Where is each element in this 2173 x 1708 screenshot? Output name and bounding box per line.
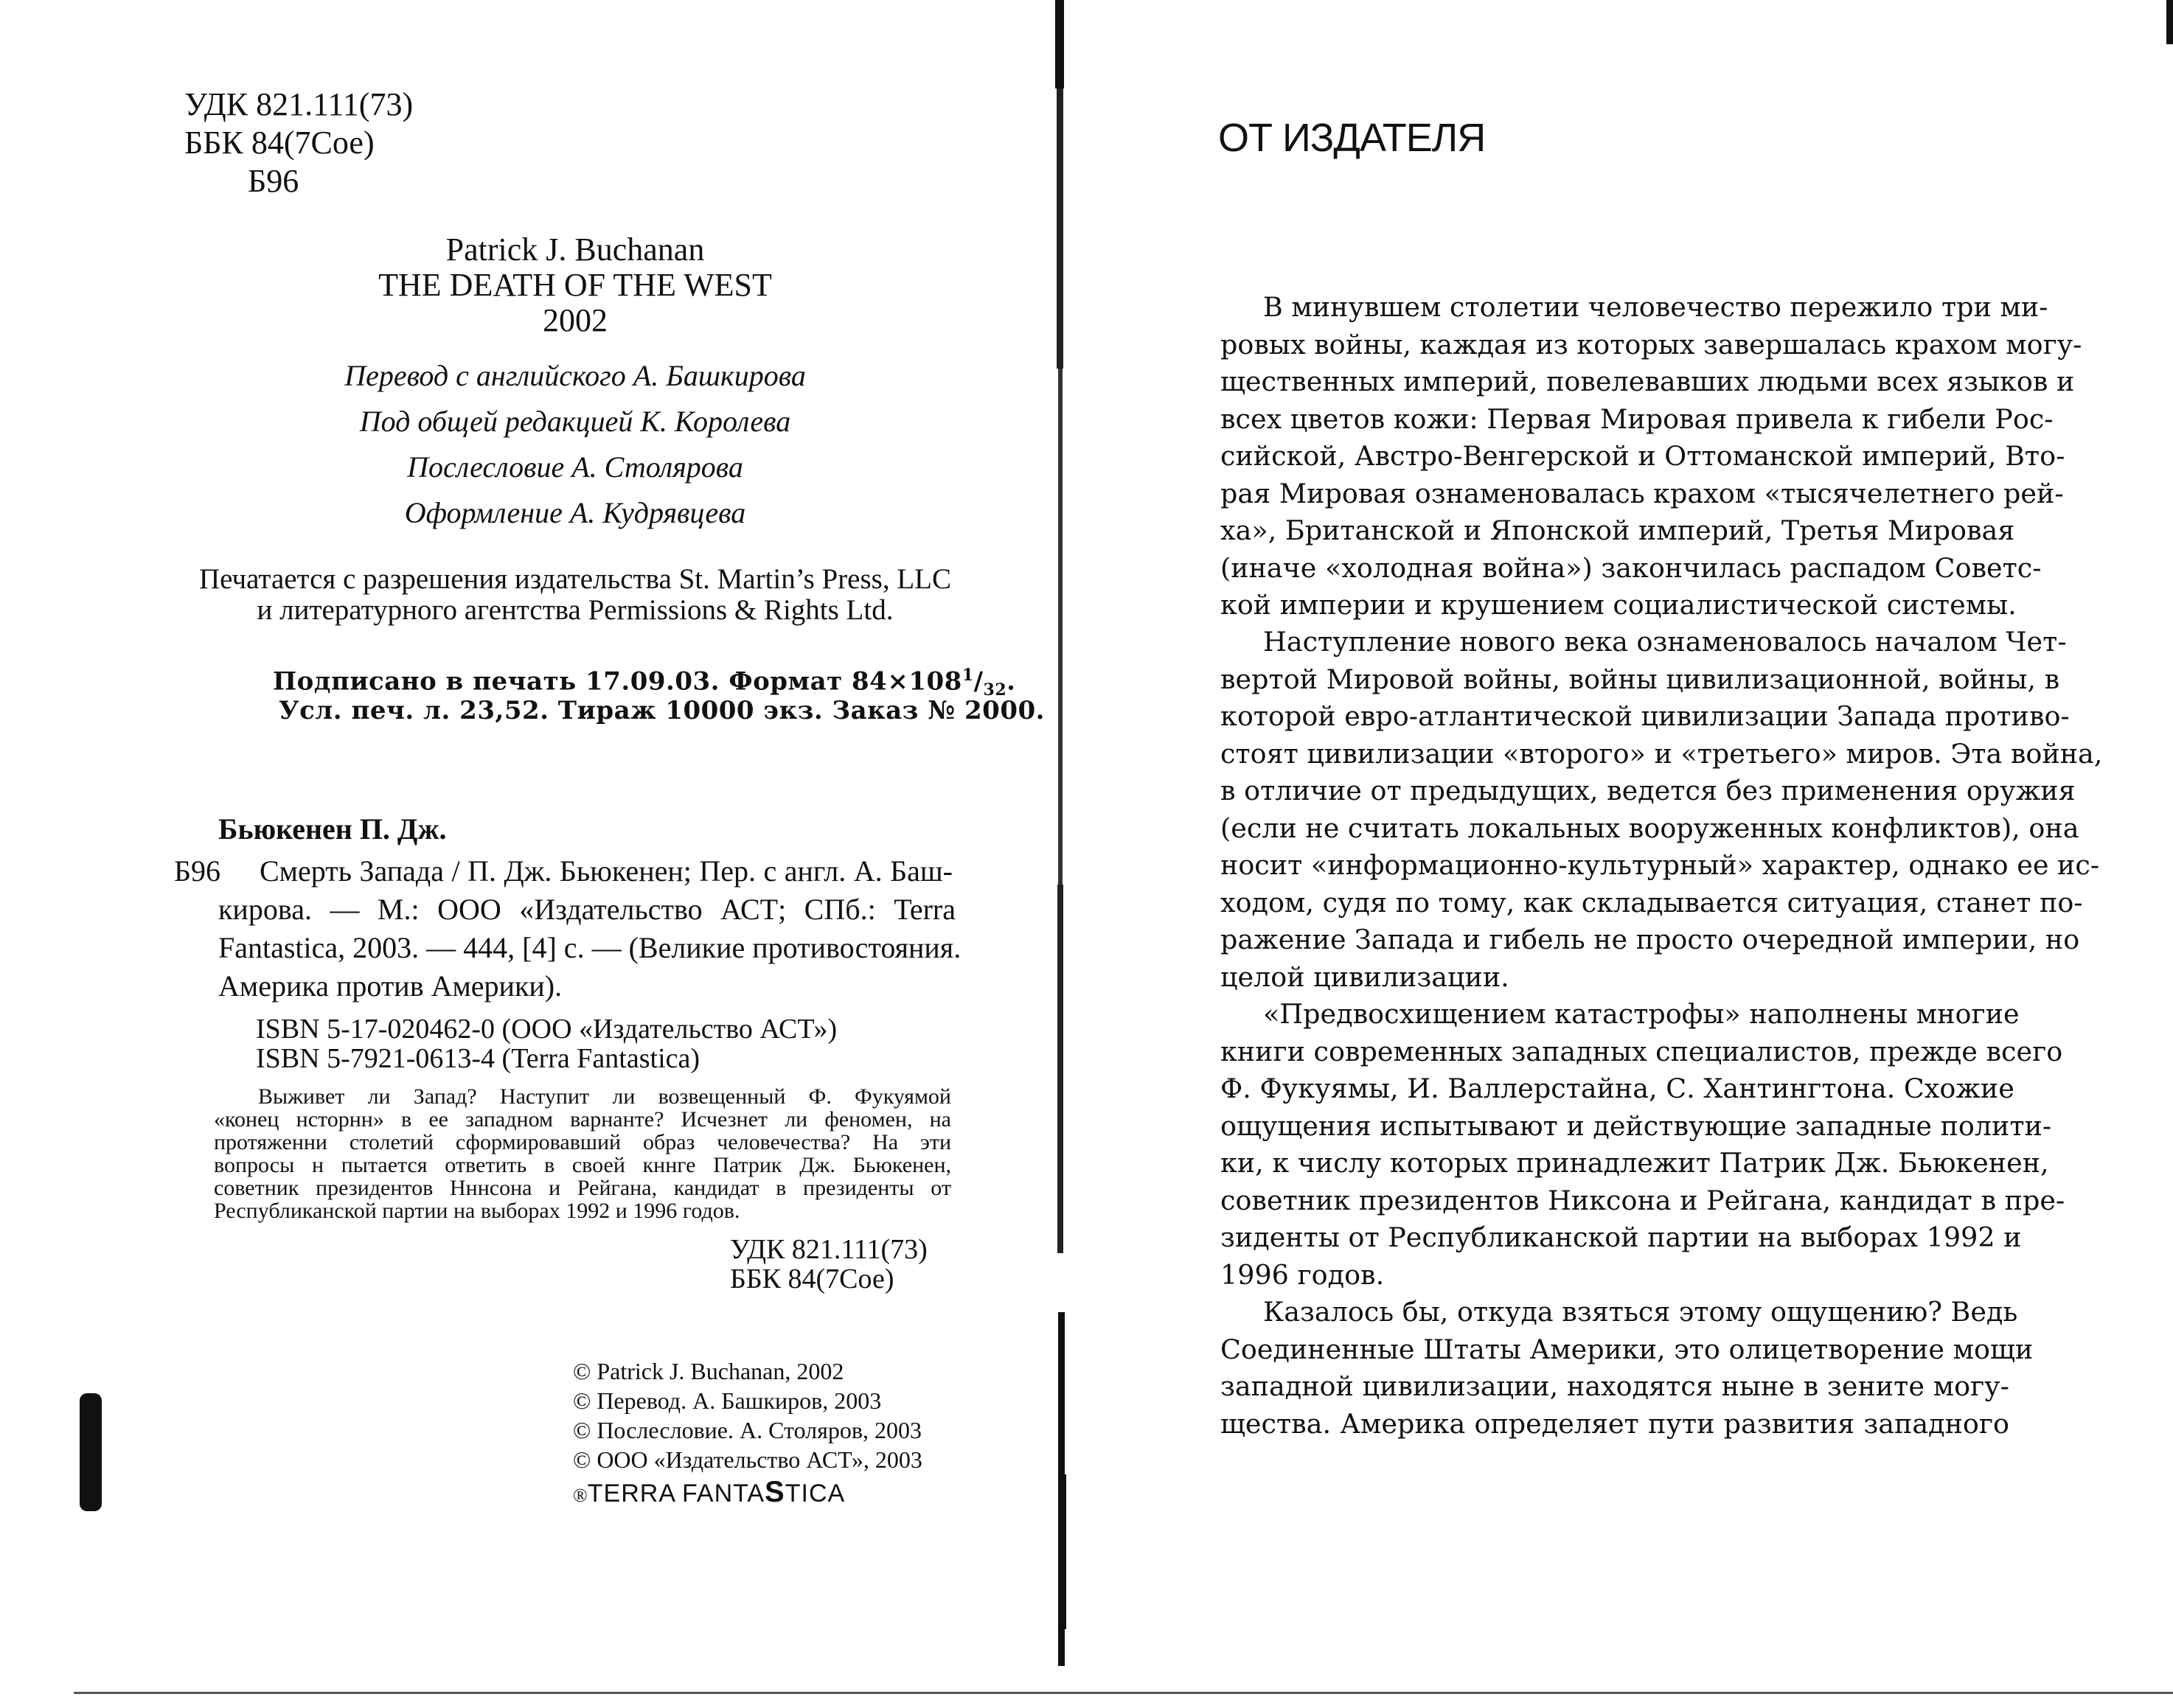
author-sign: Б96 — [248, 163, 299, 199]
udk-repeat: УДК 821.111(73) — [730, 1234, 928, 1265]
bbk-code: ББК 84(7Сое) — [184, 125, 375, 161]
bib-description-cont — [218, 890, 962, 1005]
annotation-cont — [214, 1108, 951, 1222]
paragraph-3: «Предвосхищением катастрофы» наполнены многие книги современных западных специалистов, прежде всего Ф. Фукуямы, И. Валлерстайна, С. Хантингтона. Схожие ощущения испытывают и действующие западные полити- ки, к числу которых принадлежит Патрик Дж. Бьюкенен, советник президентов Никсона и Рейгана, кандидат в пре- зиденты от Республиканской партии на выборах 1992 и 1996 годов. — [1220, 998, 2065, 1291]
copyright-line: © ООО «Издательство АСТ», 2003 — [573, 1446, 922, 1473]
bib-line: кирова. — М.: ООО «Издательство АСТ; СПб.: Terra — [218, 893, 956, 926]
isbn-1: ISBN 5-17-020462-0 (ООО «Издательство АСТ») — [256, 1014, 838, 1045]
paragraph-1: В минувшем столетии человечество пережило три ми- ровых войны, каждая из которых завершалась крахом могу- щественных империй, повелевавших людьми всех языков и всех цветов кожи: Первая Мировая привела к гибели Рос- сийской, Австро-Венгерской и Оттоманской империй, Вто- рая Мировая ознаменовалась крахом «тысячелетнего рей- ха», Британской и Японской империй, Третья Мировая (иначе «холодная война») закончилась распадом Советс- кой империи и крушением социалистической системы. — [1220, 291, 2082, 621]
bib-description — [260, 852, 953, 890]
permission-line: и литературного агентства Permissions & Rights Ltd. — [257, 594, 894, 626]
original-edition — [288, 232, 863, 338]
copyright-line: © Послесловие. А. Столяров, 2003 — [573, 1417, 922, 1443]
copyright-line: © Patrick J. Buchanan, 2002 — [573, 1358, 844, 1384]
paragraph-4: Казалось бы, откуда взяться этому ощущению? Ведь Соединенные Штаты Америки, это олицетворение мощи западной цивилизации, находятся ныне в зените могу- щества. Америка определяет пути развития западного — [1220, 1296, 2034, 1440]
annotation-line: протяженни столетий сформировавший образ человечества? На эти — [214, 1130, 951, 1154]
credit-editor: Под общей редакцией К. Королева — [359, 405, 791, 438]
imprint-line-1: Подписано в печать 17.09.03. Формат $84\times 108^1/_{32}$. — [273, 666, 1016, 700]
bib-author: Бьюкенен П. Дж. — [218, 812, 447, 846]
paragraph-2: Наступление нового века ознаменовалось началом Чет- вертой Мировой войны, войны цивилизационной, войны, в которой евро-атлантической цивилизации Запада противо- стоят цивилизации «второго» и «третьего» миров. Эта война, в отличие от предыдущих, ведется без применения оружия (если не считать локальных вооруженных конфликтов), она носит «информационно-культурный» характер, однако ее ис- ходом, судя по тому, как складывается ситуация, станет по- ражение Запада и гибель не просто очередной империи, но целой цивилизации. — [1220, 626, 2103, 993]
imprint-line-2: Усл. печ. л. 23,52. Тираж 10000 экз. Заказ № 2000. — [279, 696, 1045, 725]
annotation-line: «конец нсторнн» в ее западном варнанте? Исчезнет ли феномен, на — [214, 1107, 951, 1132]
udk-code: УДК 821.111(73) — [184, 86, 414, 122]
copyright-block — [573, 1356, 922, 1507]
bbk-repeat: ББК 84(7Сое) — [730, 1263, 894, 1294]
annotation-line: Выживет ли Запад? Наступит ли возвещенный Ф. Фукуямой — [258, 1084, 951, 1109]
scan-smudge — [80, 1393, 102, 1511]
annotation — [258, 1085, 951, 1108]
terra-fantastica-logo: ®TERRA FANTASTICA — [573, 1476, 846, 1508]
bib-code: Б96 — [174, 854, 220, 888]
bib-line: Fantastica, 2003. — 444, [4] с. — (Великие противостояния. — [218, 931, 962, 964]
scan-line — [1060, 1474, 1066, 1629]
credit-design: Оформление А. Кудрявцева — [404, 496, 746, 529]
copyright-line: © Перевод. А. Башкиров, 2003 — [573, 1387, 882, 1414]
logo-glyph: S — [765, 1476, 785, 1508]
credit-translation: Перевод с английского А. Башкирова — [344, 359, 806, 392]
original-title: THE DEATH OF THE WEST — [378, 267, 772, 303]
isbn-2: ISBN 5-7921-0613-4 (Terra Fantastica) — [256, 1043, 700, 1074]
bib-line: Америка против Америки). — [218, 969, 563, 1003]
scan-bottom-edge — [74, 1692, 2173, 1694]
bib-line: Смерть Запада / П. Дж. Бьюкенен; Пер. с англ. А. Баш- — [260, 854, 953, 888]
original-author: Patrick J. Buchanan — [445, 231, 705, 268]
original-year: 2002 — [543, 302, 608, 338]
annotation-line: Республиканской партии на выборах 1992 и 1996 годов. — [214, 1199, 740, 1223]
annotation-line: вопросы н пытается ответить в своей кннге Патрик Дж. Бьюкенен, — [214, 1153, 951, 1177]
permission-note — [170, 564, 981, 626]
page-heading: ОТ ИЗДАТЕЛЯ — [1218, 116, 1486, 160]
permission-line: Печатается с разрешения издательства St. Martin’s Press, LLC — [199, 563, 951, 595]
annotation-line: советник президентов Нннсона и Рейгана, кандидат в президенты от — [214, 1176, 951, 1200]
book-spine-shadow — [1051, 0, 1073, 1708]
scan-edge — [2166, 0, 2173, 44]
credit-afterword: Послесловие А. Столярова — [407, 450, 743, 484]
